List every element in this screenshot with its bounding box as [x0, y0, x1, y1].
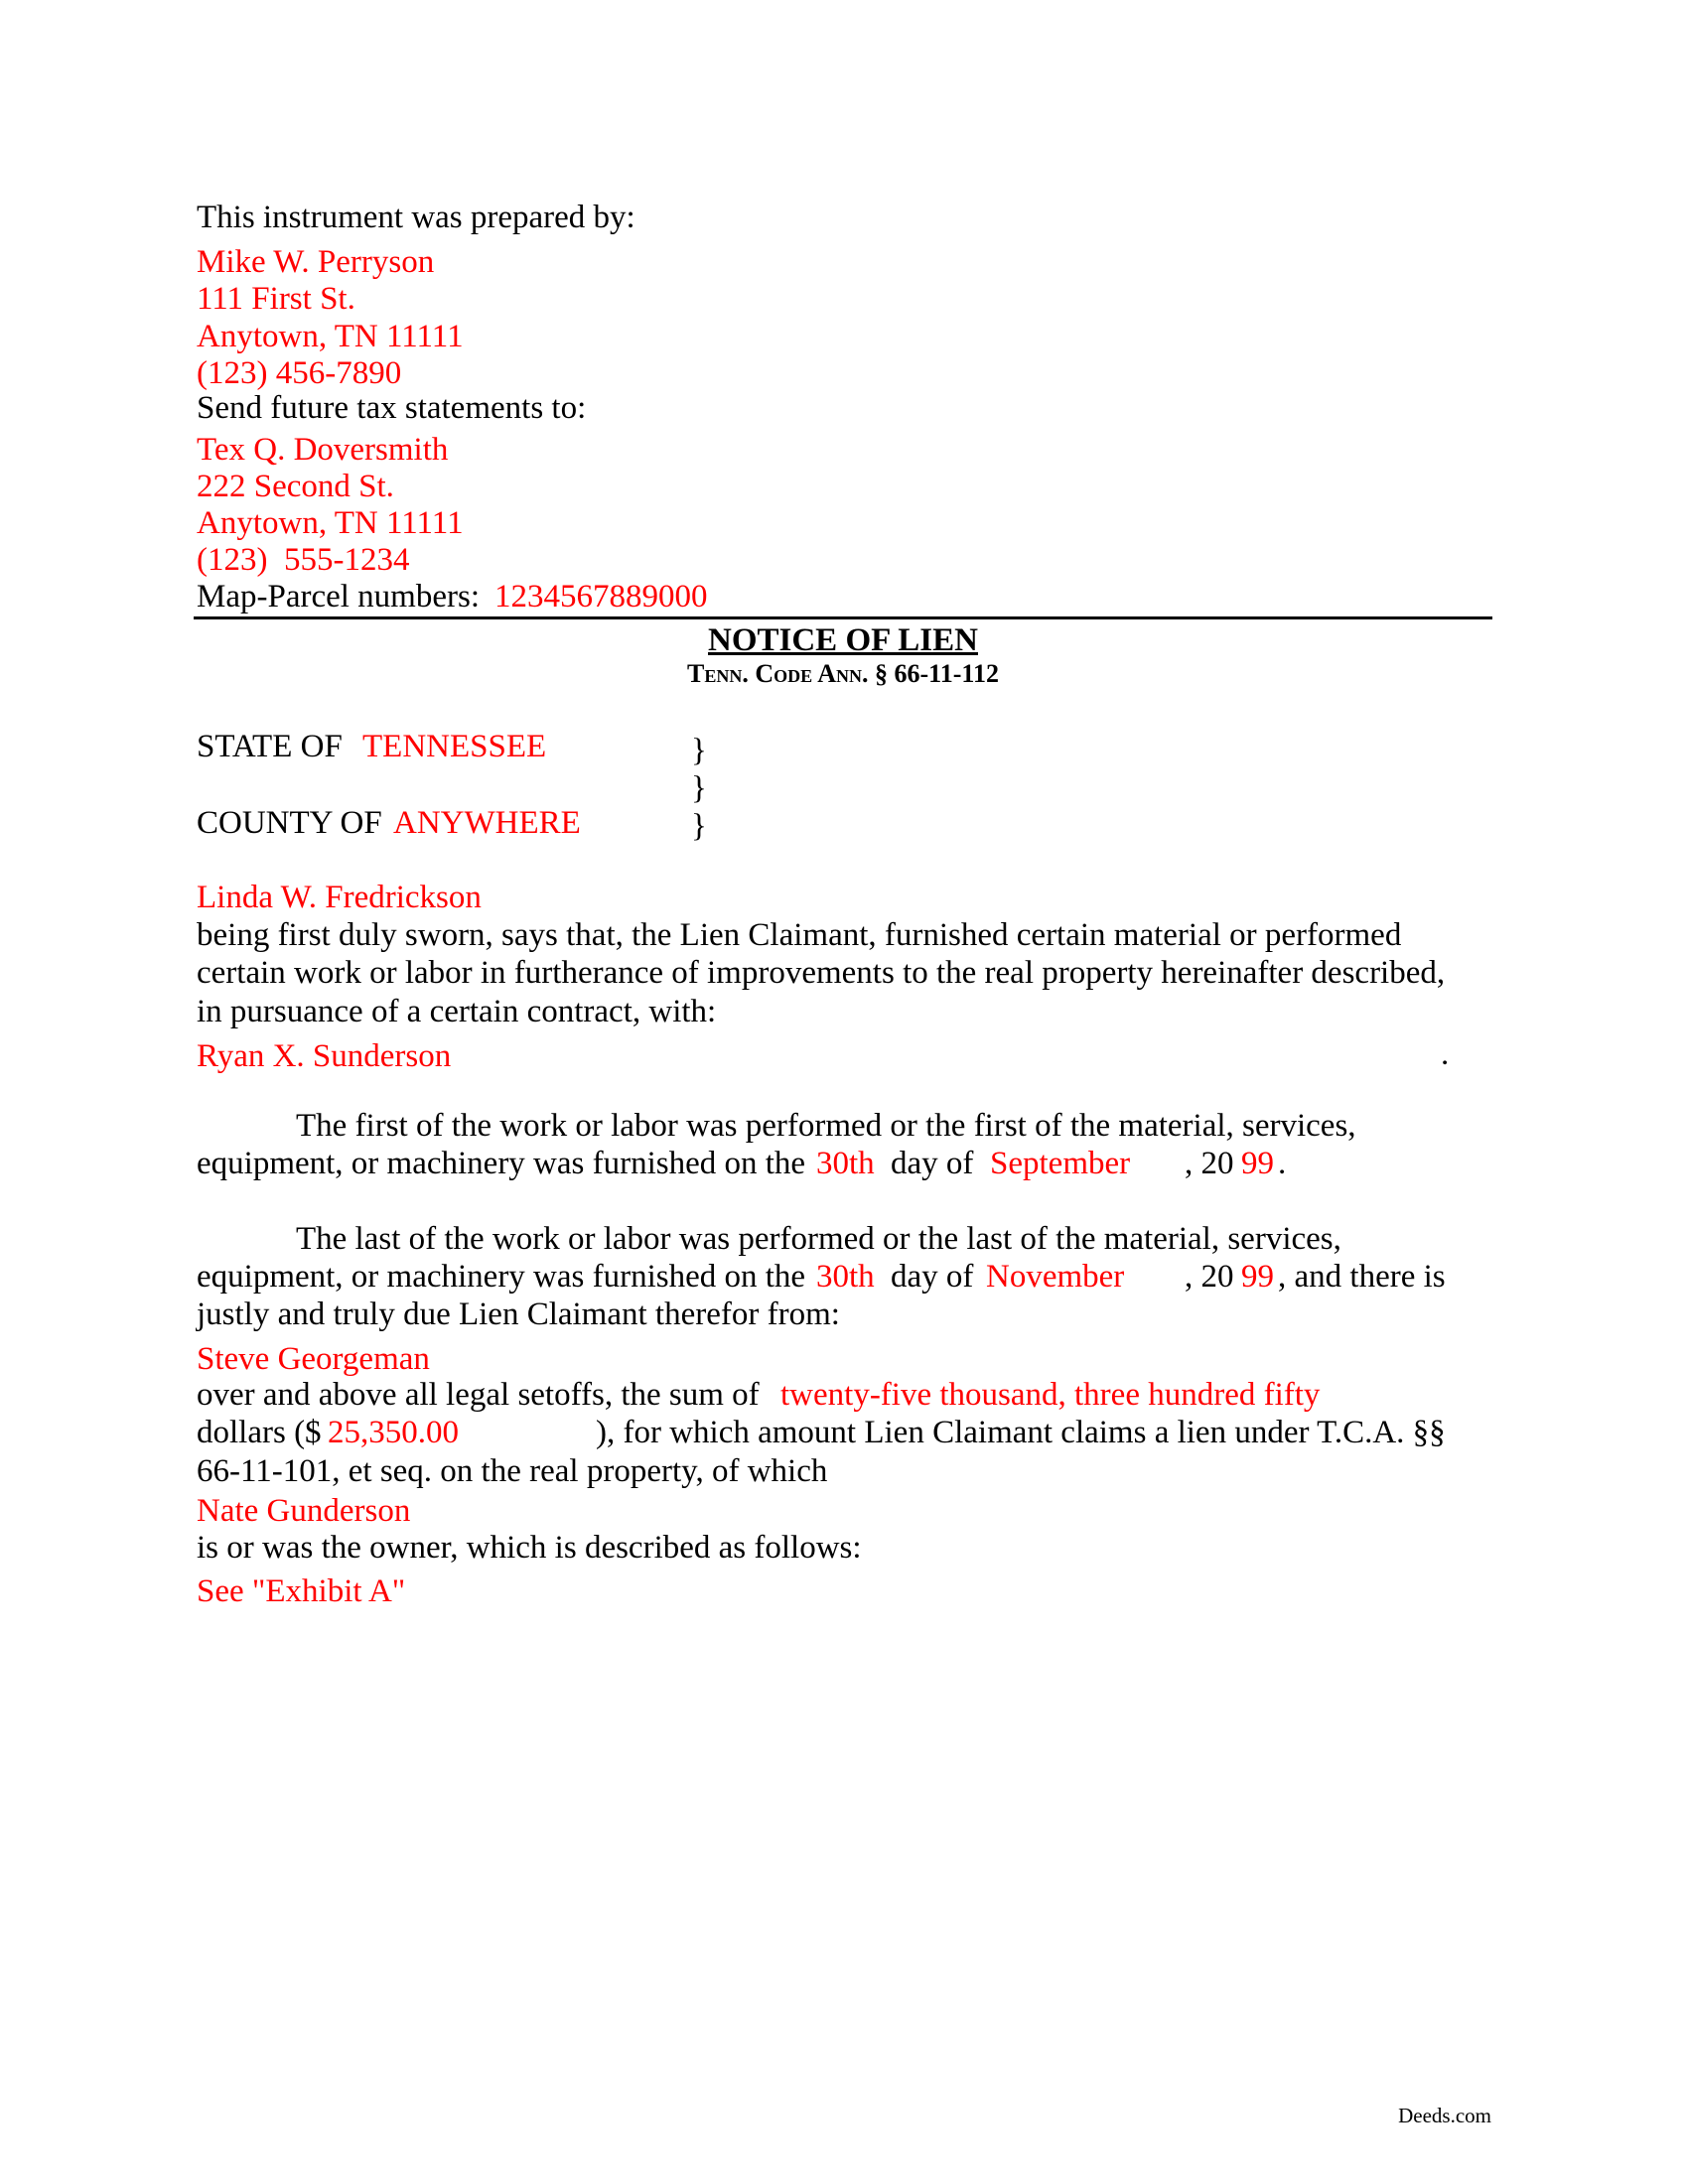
- claimant-text-line-1: being first duly sworn, says that, the Lien Claimant, furnished certain material or performed: [197, 917, 1402, 953]
- header-divider: [194, 616, 1492, 619]
- sum-in-words: twenty-five thousand, three hundred fifty: [780, 1377, 1321, 1413]
- owner-name: Nate Gunderson: [197, 1493, 411, 1529]
- parcel-number: 1234567889000: [494, 579, 708, 614]
- dollars-prefix: dollars ($: [197, 1415, 322, 1450]
- lien-claimant-name: Linda W. Fredrickson: [197, 880, 482, 915]
- statute-line: 66-11-101, et seq. on the real property, of which: [197, 1453, 828, 1489]
- preparer-street: 111 First St.: [197, 281, 355, 317]
- sum-amount: 25,350.00: [328, 1415, 459, 1450]
- contract-party-period: .: [1441, 1036, 1450, 1072]
- tax-recipient-street: 222 Second St.: [197, 469, 394, 504]
- county-value: ANYWHERE: [393, 805, 581, 841]
- owner-suffix: is or was the owner, which is described as follows:: [197, 1530, 862, 1566]
- last-work-day-of: day of: [891, 1259, 974, 1295]
- first-work-year-prefix: , 20: [1185, 1146, 1234, 1181]
- first-work-month: September: [990, 1146, 1131, 1181]
- last-work-year: 99: [1241, 1259, 1274, 1295]
- parcel-label: Map-Parcel numbers:: [197, 579, 480, 614]
- property-description: See "Exhibit A": [197, 1573, 406, 1609]
- preparer-name: Mike W. Perryson: [197, 244, 435, 280]
- tax-recipient-name: Tex Q. Doversmith: [197, 432, 449, 468]
- first-work-line-1: The first of the work or labor was performed or the first of the material, services,: [296, 1108, 1356, 1144]
- claimant-text-line-2: certain work or labor in furtherance of improvements to the real property hereinafter described,: [197, 955, 1446, 991]
- statute-reference: Tenn. Code Ann. § 66-11-112: [687, 659, 999, 688]
- state-value: TENNESSEE: [362, 729, 547, 764]
- contract-party-name: Ryan X. Sunderson: [197, 1038, 452, 1074]
- first-work-day: 30th: [816, 1146, 875, 1181]
- document-title: NOTICE OF LIEN: [708, 622, 978, 658]
- first-work-end: .: [1278, 1146, 1287, 1181]
- first-work-day-of: day of: [891, 1146, 974, 1181]
- preparer-phone: (123) 456-7890: [197, 355, 402, 391]
- debtor-name: Steve Georgeman: [197, 1341, 430, 1377]
- prepared-by-heading: This instrument was prepared by:: [197, 200, 635, 235]
- last-work-month: November: [986, 1259, 1125, 1295]
- footer-brand: Deeds.com: [1398, 2104, 1491, 2127]
- last-work-end: , and there is: [1278, 1259, 1446, 1295]
- sum-prefix: over and above all legal setoffs, the sum of: [197, 1377, 760, 1413]
- venue-brace-3: }: [691, 808, 707, 844]
- last-work-day: 30th: [816, 1259, 875, 1295]
- preparer-city: Anytown, TN 11111: [197, 319, 464, 354]
- tax-statements-heading: Send future tax statements to:: [197, 390, 587, 426]
- last-work-line-3: justly and truly due Lien Claimant therefor from:: [197, 1297, 840, 1332]
- last-work-line-2: equipment, or machinery was furnished on the: [197, 1259, 806, 1295]
- venue-brace-1: }: [691, 733, 707, 768]
- first-work-line-2: equipment, or machinery was furnished on the: [197, 1146, 806, 1181]
- claimant-text-line-3: in pursuance of a certain contract, with:: [197, 994, 717, 1029]
- county-label: COUNTY OF: [197, 805, 382, 841]
- state-label: STATE OF: [197, 729, 343, 764]
- last-work-line-1: The last of the work or labor was performed or the last of the material, services,: [296, 1221, 1341, 1257]
- venue-brace-2: }: [691, 770, 707, 806]
- dollars-suffix: ), for which amount Lien Claimant claims a lien under T.C.A. §§: [596, 1415, 1446, 1450]
- tax-recipient-phone: (123) 555-1234: [197, 542, 410, 578]
- first-work-year: 99: [1241, 1146, 1274, 1181]
- tax-recipient-city: Anytown, TN 11111: [197, 505, 464, 541]
- last-work-year-prefix: , 20: [1185, 1259, 1234, 1295]
